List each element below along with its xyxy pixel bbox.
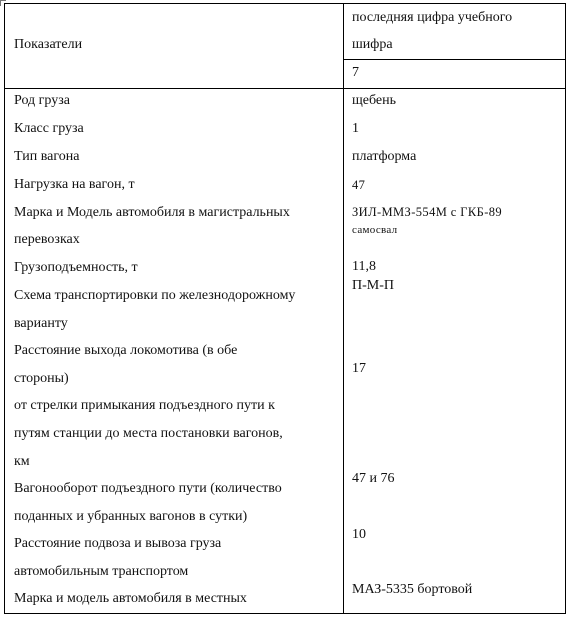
- header-subdivider: [343, 59, 565, 60]
- parameters-table: [4, 3, 566, 614]
- locomotive-label-line3: от стрелки примыкания подъездного пути к: [14, 398, 275, 413]
- truck-local-label: Марка и модель автомобиля в местных: [14, 591, 247, 606]
- scheme-label-line2: варианту: [14, 316, 68, 331]
- locomotive-label-line5: км: [14, 454, 30, 469]
- scheme-label-line1: Схема транспортировки по железнодорожному: [14, 288, 296, 303]
- truck-main-label-line2: перевозках: [14, 232, 80, 247]
- truck-distance-label-line1: Расстояние подвоза и вывоза груза: [14, 536, 222, 551]
- digit-header-line1: последняя цифра учебного: [352, 10, 513, 25]
- locomotive-label-line1: Расстояние выхода локомотива (в обе: [14, 343, 238, 358]
- digit-header-line2: шифра: [352, 37, 393, 52]
- truck-distance-label-line2: автомобильным транспортом: [14, 564, 189, 579]
- header-divider: [5, 88, 565, 89]
- truck-main-label-line1: Марка и Модель автомобиля в магистральных: [14, 205, 290, 220]
- locomotive-label-line2: стороны): [14, 371, 69, 386]
- truck-main-value-line2: самосвал: [352, 224, 398, 236]
- locomotive-label-line4: путям станции до места постановки вагонов,: [14, 426, 283, 441]
- digit-value: 7: [352, 65, 359, 80]
- indicators-header: Показатели: [14, 37, 83, 52]
- capacity-value: 11,8: [352, 259, 376, 274]
- wagon-turnover-value: 47 и 76: [352, 471, 395, 486]
- column-divider: [343, 4, 344, 613]
- locomotive-distance-value: 17: [352, 361, 366, 376]
- wagon-type-value: платформа: [352, 149, 417, 164]
- wagon-load-value: 47: [352, 178, 366, 192]
- truck-local-value: МАЗ-5335 бортовой: [352, 582, 473, 597]
- wagon-load-label: Нагрузка на вагон, т: [14, 177, 135, 192]
- scheme-value: П-М-П: [352, 278, 394, 293]
- cargo-type-value: щебень: [352, 93, 397, 108]
- wagon-turnover-label-line1: Вагонооборот подъездного пути (количество: [14, 481, 282, 496]
- capacity-label: Грузоподъемность, т: [14, 260, 138, 275]
- cargo-class-label: Класс груза: [14, 121, 84, 136]
- cargo-class-value: 1: [352, 121, 359, 136]
- wagon-type-label: Тип вагона: [14, 149, 80, 164]
- truck-main-value-line1: ЗИЛ-ММЗ-554М с ГКБ-89: [352, 205, 503, 219]
- truck-distance-value: 10: [352, 527, 366, 542]
- wagon-turnover-label-line2: поданных и убранных вагонов в сутки): [14, 509, 248, 524]
- cargo-type-label: Род груза: [14, 93, 70, 108]
